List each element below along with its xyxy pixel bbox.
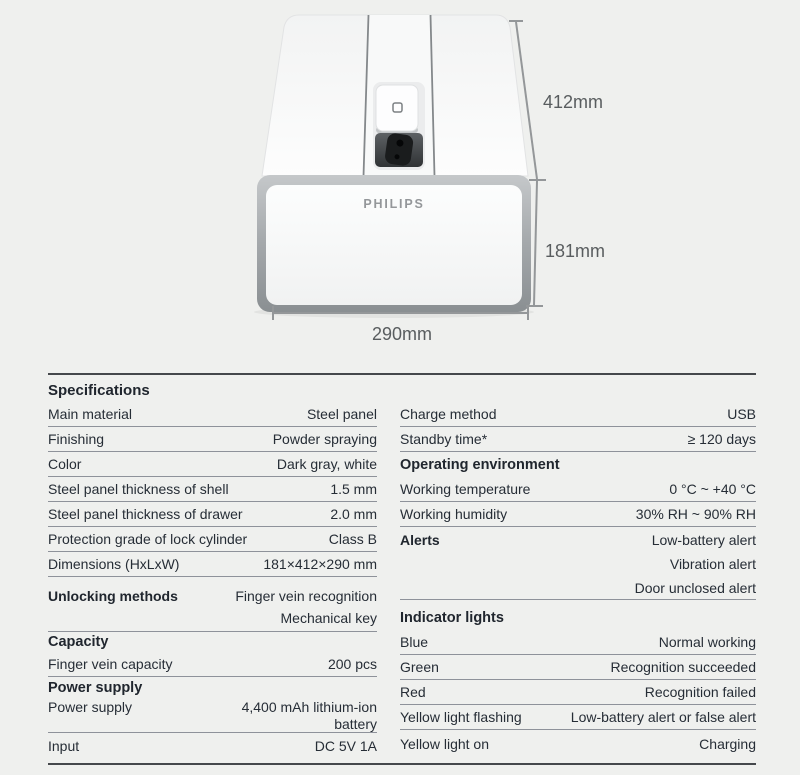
unlocking-methods-values [235,585,377,629]
spec-row-working-temperature [400,477,756,502]
spec-row-power-supply [48,698,377,733]
spec-value: Finger vein recognition [235,588,377,604]
spec-row-yellow-on [400,730,756,764]
spec-row-input [48,733,377,764]
alerts-header: Alerts [400,532,440,548]
safe-product-image [0,0,800,360]
spec-label: Blue [400,634,429,650]
scanner-cover [376,85,418,131]
spec-value: Steel panel [306,406,377,422]
spec-label: Finishing [48,431,105,447]
spec-label: Charge method [400,406,497,422]
spec-label: Power supply [48,699,133,715]
unlocking-methods-header: Unlocking methods [48,588,178,604]
spec-label: Working temperature [400,481,531,497]
dim-181-line [534,181,537,305]
spec-value: Door unclosed alert [634,580,756,596]
column-spacer [400,375,756,402]
spec-value: Normal working [658,634,756,650]
spec-row-working-humidity [400,502,756,527]
specifications-title: Specifications [48,381,150,399]
table-bottom-rule [48,763,756,765]
spec-row-red-light [400,680,756,705]
spec-value: USB [727,406,756,422]
spec-row-main-material [48,402,377,427]
spec-value: Class B [328,531,377,547]
power-supply-header: Power supply [48,679,143,696]
spec-label: Input [48,738,80,754]
spec-value: Mechanical key [280,610,377,626]
capacity-header: Capacity [48,634,109,650]
spec-value: ≥ 120 days [687,431,756,447]
spec-row-alerts [400,527,756,600]
spec-value: Recognition succeeded [610,659,756,675]
spec-column-left [48,375,377,764]
spec-value: 200 pcs [327,656,377,672]
spec-value: Vibration alert [669,556,756,572]
spec-row-standby-time [400,427,756,452]
spec-value: Low-battery alert or false alert [570,709,756,725]
spec-label: Yellow light flashing [400,709,522,725]
spec-label: Green [400,659,439,675]
indicator-lights-header: Indicator lights [400,610,504,626]
spec-row-shell-thickness [48,477,377,502]
spec-label: Dimensions (HxLxW) [48,556,180,572]
spec-row-unlocking-methods [48,577,377,632]
spec-value: 0 °C ~ +40 °C [669,481,756,497]
spec-value: Low-battery alert [651,532,756,548]
philips-logo: PHILIPS [363,197,425,211]
spec-value: battery [334,716,377,732]
spec-column-right [400,375,756,764]
spec-value: 4,400 mAh lithium-ion [241,699,377,715]
spec-row-dimensions [48,552,377,577]
spec-row-yellow-flashing [400,705,756,730]
spec-row-color [48,452,377,477]
spec-label: Steel panel thickness of shell [48,481,229,497]
spec-value: 1.5 mm [330,481,377,497]
spec-row-finger-vein-capacity [48,652,377,677]
spec-row-lock-grade [48,527,377,552]
dim-181-label: 181mm [545,241,606,261]
spec-value: Powder spraying [272,431,377,447]
spec-row-blue-light [400,630,756,655]
spec-label: Yellow light on [400,736,489,752]
spec-label: Red [400,684,426,700]
spec-value: Recognition failed [644,684,756,700]
power-supply-values [242,699,377,733]
spec-label: Color [48,456,82,472]
operating-environment-header: Operating environment [400,456,560,473]
spec-label: Main material [48,406,133,422]
spec-row-drawer-thickness [48,502,377,527]
spec-value: 30% RH ~ 90% RH [635,506,756,522]
spec-label: Finger vein capacity [48,656,173,672]
spec-value: Charging [699,736,756,752]
spec-value: DC 5V 1A [314,738,377,754]
alerts-values [635,528,756,600]
spec-label: Protection grade of lock cylinder [48,531,248,547]
spec-row-green-light [400,655,756,680]
spec-value: 2.0 mm [330,506,377,522]
spec-label: Steel panel thickness of drawer [48,506,243,522]
scanner-lens [384,132,414,166]
spec-label: Standby time* [400,431,488,447]
spec-row-finishing [48,427,377,452]
dim-290-label: 290mm [371,324,433,344]
spec-value: 181×412×290 mm [263,556,377,572]
spec-row-charge-method [400,402,756,427]
spec-value: Dark gray, white [276,456,377,472]
spec-label: Working humidity [400,506,508,522]
dim-412-label: 412mm [543,92,604,112]
